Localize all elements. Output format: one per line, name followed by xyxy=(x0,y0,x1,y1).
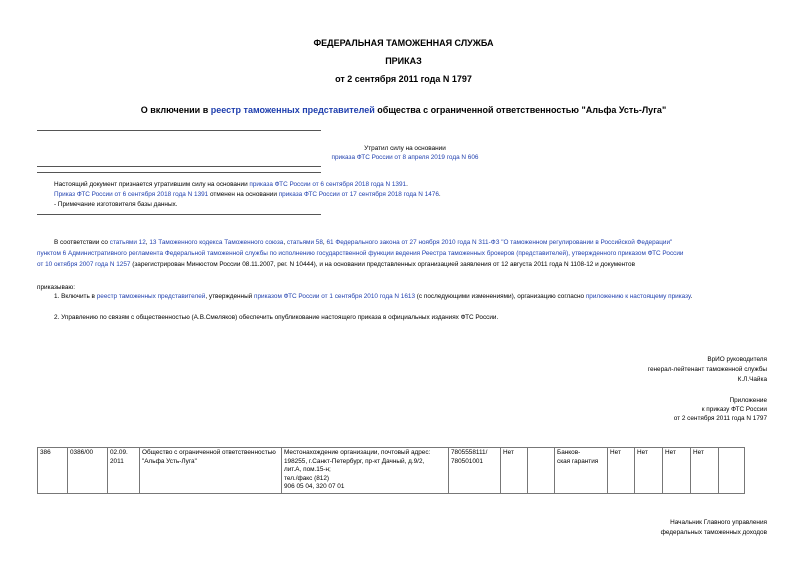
link-federal-law[interactable]: 61 Федерального закона от 27 ноября 2010 года N 311-ФЗ "О таможенном регулировании в Российской Федерации" xyxy=(326,239,673,246)
address-line: 198255, г.Санкт-Петербург, пр-кт Дачный, д.9/2, xyxy=(284,457,425,465)
cell-date-line: 02.09. xyxy=(110,449,128,456)
registry-table xyxy=(37,447,745,494)
cell-inn-kpp xyxy=(449,448,501,494)
title-suffix: общества с ограниченной ответственностью "Альфа Усть-Луга" xyxy=(374,105,667,115)
appendix-title: Приложение xyxy=(729,397,767,404)
kpp-line: 780501001 xyxy=(451,457,483,465)
cell-org-name xyxy=(140,448,282,494)
signature-rank: генерал-лейтенант таможенной службы xyxy=(647,366,767,373)
guarantee-line: ская гарантия xyxy=(557,457,599,465)
signature-name: К.Л.Чайка xyxy=(737,376,767,383)
item-text: 1. Включить в xyxy=(54,293,97,300)
address-line: 906 05 04, 320 07 01 xyxy=(284,483,345,491)
preamble-text: , xyxy=(145,239,150,246)
cell-flag: Нет xyxy=(663,448,691,494)
divider xyxy=(37,214,321,215)
inn-line: 7805558111/ xyxy=(451,449,488,456)
address-line: лит.А, пом.15-н; xyxy=(284,466,331,474)
cell-date-line: 2011 xyxy=(110,457,124,465)
status-link-wrap xyxy=(300,153,510,162)
footer-sign-title: Начальник Главного управления xyxy=(670,519,767,526)
cell-date xyxy=(108,448,140,494)
notice-line-2 xyxy=(54,190,441,199)
table-row xyxy=(38,448,745,494)
item-2: 2. Управлению по связям с общественностью (А.В.Смеляков) обеспечить опубликование настоящего приказа в официальных изданиях ФТС России. xyxy=(54,314,499,321)
org-name-line: "Альфа Усть-Луга" xyxy=(142,457,197,465)
address-line: Местонахождение организации, почтовый адрес: xyxy=(284,449,431,456)
link-article-12[interactable]: статьями 12 xyxy=(109,239,146,246)
footer-sign-dept: федеральных таможенных доходов xyxy=(660,529,767,536)
cell-flag: Нет xyxy=(635,448,663,494)
cell-number: 386 xyxy=(38,448,68,494)
notice-text: Настоящий документ признается утратившим силу на основании xyxy=(54,181,250,188)
item-1 xyxy=(54,292,692,301)
status-line: Утратил силу на основании xyxy=(364,145,446,152)
document-date: от 2 сентября 2011 года N 1797 xyxy=(335,74,472,84)
divider xyxy=(37,172,321,173)
item-text: (с последующими изменениями), организацию согласно xyxy=(415,293,586,300)
preamble-line-1 xyxy=(54,238,770,247)
link-appendix[interactable]: приложению к настоящему приказу xyxy=(585,293,691,300)
link-order-1613[interactable]: приказом ФТС России от 1 сентября 2010 года N 1613 xyxy=(254,293,416,300)
notice-link-1476[interactable]: приказа ФТС России от 17 сентября 2018 года N 1476 xyxy=(278,191,439,198)
signature-title: ВрИО руководителя xyxy=(707,356,767,363)
notice-line-3: - Примечание изготовителя базы данных. xyxy=(54,201,178,208)
divider xyxy=(37,130,321,131)
org-name-line: Общество с ограниченной ответственностью xyxy=(142,449,276,456)
cell-flag: Нет xyxy=(608,448,635,494)
item-text: . xyxy=(690,293,693,300)
repeal-order-link[interactable]: приказа ФТС России от 8 апреля 2019 года N 606 xyxy=(331,154,479,161)
appendix-date: от 2 сентября 2011 года N 1797 xyxy=(673,415,767,422)
cell-empty xyxy=(528,448,555,494)
cell-guarantee xyxy=(555,448,608,494)
cell-flag: Нет xyxy=(691,448,719,494)
preamble-text: (зарегистрирован Минюстом России 08.11.2007, рег. N 10444), и на основании представленных организацией заявления от 12 августа 2011 года N 1108-12 и документов xyxy=(130,261,635,268)
preamble-line-2 xyxy=(37,249,683,258)
agency-name: ФЕДЕРАЛЬНАЯ ТАМОЖЕННАЯ СЛУЖБА xyxy=(313,38,494,48)
link-registry[interactable]: реестр таможенных представителей xyxy=(96,293,206,300)
notice-link-1391-b[interactable]: Приказ ФТС России от 6 сентября 2018 года N 1391 xyxy=(54,191,209,198)
cell-flag: Нет xyxy=(501,448,528,494)
appendix-ref: к приказу ФТС России xyxy=(701,406,767,413)
document-title xyxy=(0,105,807,115)
preamble-line-3 xyxy=(37,260,635,269)
order-word: приказываю: xyxy=(37,284,75,291)
document-type: ПРИКАЗ xyxy=(385,56,422,66)
preamble-text: В соответствии со xyxy=(54,239,110,246)
cell-address xyxy=(282,448,449,494)
link-customs-code[interactable]: 13 Таможенного кодекса Таможенного союза xyxy=(149,239,284,246)
item-text: , утвержденный xyxy=(205,293,255,300)
cell-empty xyxy=(719,448,745,494)
notice-line-1 xyxy=(54,180,408,189)
link-article-58[interactable]: статьями 58 xyxy=(286,239,323,246)
divider xyxy=(37,166,321,167)
preamble-text: , xyxy=(322,239,327,246)
address-line: тел./факс (812) xyxy=(284,474,330,482)
notice-punct: . xyxy=(438,191,441,198)
link-admin-regulation[interactable]: пунктом 6 Административного регламента Федеральной таможенной службы по исполнению государственной функции ведения Реестра таможенных брокеров (представителей), утвержденного приказом ФТС России xyxy=(37,250,684,257)
link-order-1257[interactable]: от 10 октября 2007 года N 1257 xyxy=(37,261,131,268)
preamble-text: , xyxy=(283,239,287,246)
cell-reg-number: 0386/00 xyxy=(68,448,108,494)
notice-text: отменен на основании xyxy=(208,191,279,198)
guarantee-line: Банков- xyxy=(557,449,581,456)
notice-link-1391[interactable]: приказа ФТС России от 6 сентября 2018 года N 1391 xyxy=(249,181,407,188)
notice-punct: . xyxy=(406,181,408,188)
title-prefix: О включении в xyxy=(140,105,211,115)
title-registry-link[interactable]: реестр таможенных представителей xyxy=(210,105,375,115)
